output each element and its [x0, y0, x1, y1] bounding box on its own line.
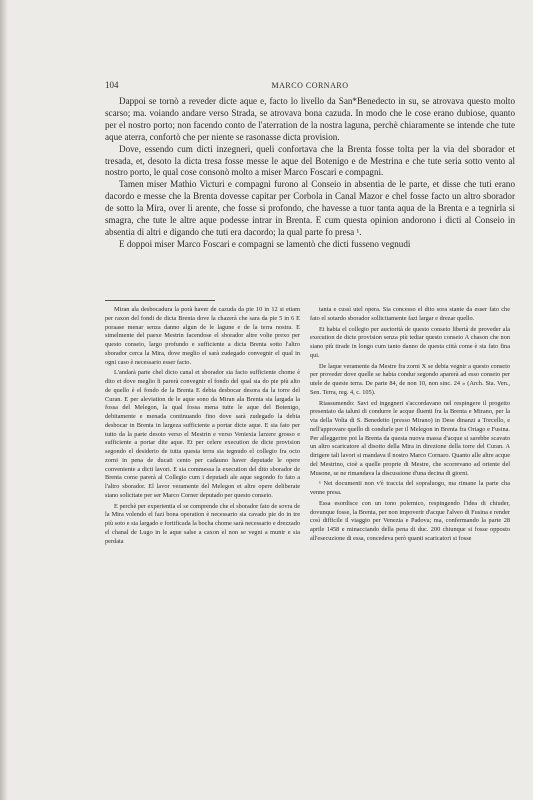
main-paragraph: E doppoi miser Marco Foscari e compagni se lamentò che dicti fusseno vegnudi	[119, 238, 411, 249]
footnote-paragraph: Riassumendo: Savi ed ingegneri s'accordavano nel respingere il progetto presentato da taluni di condurre le acque fluenti fra la Brenta e Mirano, per la via della Volta di S. Benedetto (presso Mirano) in Dese dinanzi a Torcello, e nell'approvare quello di condurle per il Melegon in Brenta fra Oriago e Fusina. Per alleggerire poi la Brenta da questa nuova massa d'acque si sarebbe scavato un altro scaricatore al disotto della Mira in direzione della torre del Curan. A dirigere tali lavori si mandava il nostro Marco Cornaro. Quanto alle altre acque del Mestrino, cioè a quelle proprie di Mestre, che scorrevano ad oriente del Musone, se ne rimandava la discussione d'una decina di giorni.	[310, 399, 510, 477]
footnote-separator	[105, 300, 215, 301]
footnote-paragraph: tanta e cussì utel opera. Sia concesso el dito sora stante da esser fato che fato el sotardo sborador sollicitamente fazi largar e drezar quello.	[310, 306, 510, 322]
footnote-paragraph: Et habia el collegio per auctorità de questo conseio libertà de proveder ala execution de dicte provision senza più tediar questo conseio A chason che non siano più tirade in longo cum tanto danno de questa città come è sta fato fina qui.	[310, 325, 510, 359]
footnote-paragraph: ¹ Nei documenti non v'è traccia del sopraluogo, ma rimane la parte cha venne presa.	[310, 480, 510, 496]
footnote-paragraph: De laque veramente da Mestre fra zorni X se debia vegnir a questo conseio per proveder dove quelle se habia condur segondo aparerà ad esso conseio per utele de queste terra. De parte 84, de non 10, non sinc. 24 » (Arch. Sta. Ven., Sen. Terra, reg. 4, c. 105).	[310, 362, 510, 396]
footnote-column-right	[310, 306, 510, 546]
footnote-paragraph: Miran ala desbocadura la porà haver de cazuda da pie 10 in 12 si etiam per raxon del fondi de dicta Brenta dove la chazerà che sara da pie 5 in 6 E poraase menar senza danno algun de le lagune e de la terra nostra. E simelmente del paexe Mestrin facendose el sborador altre volte prexo per questo conseio, largo profundo e sufficiente a dicta Brenta sotto l'altro sborador cerca la Mira, dove meglio el sarà zudegado convegnir el qual in ogni caso è necessario esser facto.	[105, 306, 300, 366]
main-paragraph: Dove, essendo cum dicti inzegneri, queli confortava che la Brenta fosse tolta per la via del sborador et tresada, et, desoto la dicta tresa fosse messe le aque del Botenigo e de Mestrina e che tute seria sotto vento al nostro porto, le qual cose consonò molto a miser Marco Foscari e compagni.	[105, 143, 515, 178]
footnote-paragraph: E perchè per experientia el se comprende che el sborador fato de sovra de la Mira volendo el fazi bona operation è necessario sia cavado pie do in tre più soto e sia largado e fortificada la bocha chome sarà necessario e drezzado el chanal de Lugo in le aque salse a caxon el non se vegni a munir e sia perdata	[105, 502, 300, 545]
running-head: MARCO CORNARO	[271, 81, 349, 90]
page-header	[105, 80, 515, 92]
binding-gutter	[0, 0, 8, 800]
footnote-paragraph: Essa esordisce con un tono polemico, respingendo l'idea di chiuder, dovunque fosse, la Brenta, per non impoverir d'acque l'alveo di Fusina e render così difficile il viaggio per Venezia e Padova; ma, confermando la parte 28 aprile 1458 e minacciando della pena di duc. 200 chiunque si fosse opposto all'esecuzione di essa, concedeva però quanti scaricatori si fosse	[310, 499, 510, 542]
main-paragraph: Tamen miser Mathio Victuri e compagni furono al Conseio in absentia de le parte, et disse che tuti erano dacordo e messe che la Brenta dovesse capitar per Corbola in Canal Mazor e chel fosse facto un altro sborador de sotto la Mira, over li arente, che fosse si profondo, che havesse a tuor tanta aqua de la Brenta e a tegnirla si smagra, che tute le altre aque podesse intrar in Brenta. E cum questa opinion andorono i dicti al Conseio in absentia di altri e digando che tuti era dacordo; la qual parte fo presa ¹.	[105, 179, 515, 237]
main-text	[105, 96, 515, 251]
footnote-paragraph: L'andarà parte chel dicto canal et sborador sia facto sufficiente chome è dito et dove meglio li parerà convegnir el fondo del qual sia do pie più alto de quello è el fondo de la Brenta E debia desbocar desora da la torre del Curan. E per aleviation de le aque sono da Miran ala Brenta sia largada la fossa del Melegon, la qual fossa mena tutte le aque del Botenigo, debitamente e menada continuando fino dove sarà zudegado la debia desbocar in Brenta in largeza sufficiente a portar dicte aque. E sia fato per tutto da la parte desoto verso el Mestrin e verso Veniexia larzere grosso e sufficiente a portar dite aque. Et per celere execution de dicte provision segondo el desiderio de tutta questa terra sia tegnudo el collegio fra octo zorni in pena de ducati cento per cadauno haver deputade le opere conveniente a dicti lavori. E sia commessa la execution del dito sborador de Brenta come parerà al Collegio cum i deputadi ale aque segondo fo fato a l'altro sborador. El lavor veramente del Melegon et altre opere deliberate siano solicitate per ser Marco Corner deputado per questo conseio.	[105, 369, 300, 499]
footnote-column-left	[105, 306, 300, 548]
main-paragraph: Dappoi se tornò a reveder dicte aque e, facto lo livello da San*Benedecto in su, se atrovava questo molto scarso; ma. voiando andare verso Strada, se atrovava bona cazuda. In modo che le cose erano dubiose, quanto per el nostro porto; non facendo conto de l'aterration de la nostra laguna, perchè chiaramente se intende che tute aque aterra, confortò che per niente se rasonasse dicta provision.	[105, 96, 515, 142]
page-number: 104	[105, 80, 119, 90]
